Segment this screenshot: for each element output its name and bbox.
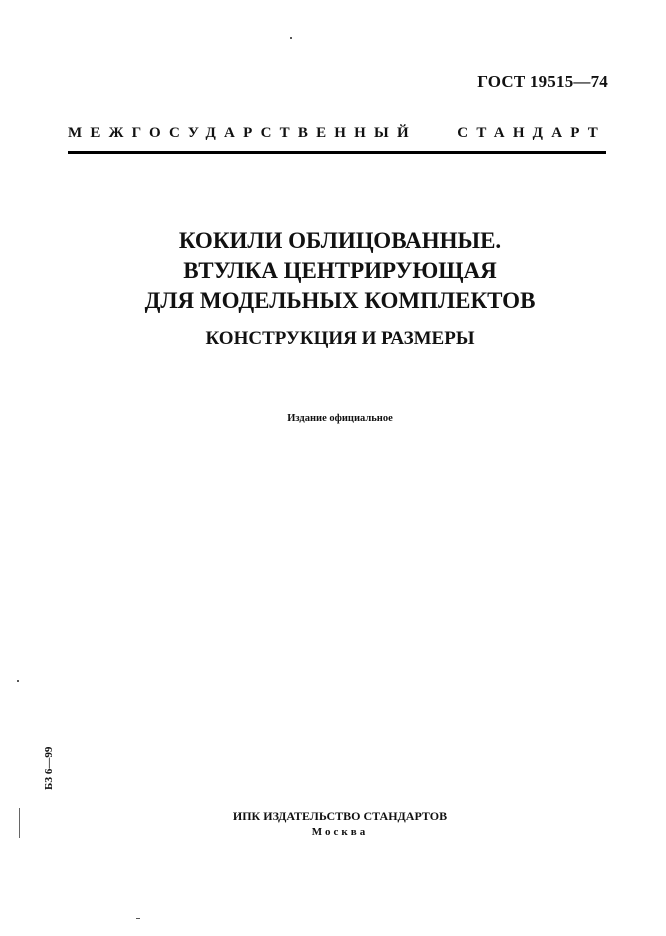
document-subtitle: КОНСТРУКЦИЯ И РАЗМЕРЫ xyxy=(205,328,475,349)
standard-number: ГОСТ 19515—74 xyxy=(477,72,608,91)
publisher-name: ИПК ИЗДАТЕЛЬСТВО СТАНДАРТОВ xyxy=(232,809,448,823)
title-line-1: КОКИЛИ ОБЛИЦОВАННЫЕ. xyxy=(178,228,502,253)
title-line-3: ДЛЯ МОДЕЛЬНЫХ КОМПЛЕКТОВ xyxy=(144,288,536,313)
header-rule xyxy=(68,151,606,154)
document-title xyxy=(60,226,620,316)
side-code: БЗ 6—99 xyxy=(43,746,55,790)
scan-speck xyxy=(136,918,140,919)
title-line-2: ВТУЛКА ЦЕНТРИРУЮЩАЯ xyxy=(183,258,497,283)
publisher-city: Москва xyxy=(311,826,369,838)
scan-speck xyxy=(19,808,20,838)
scan-speck xyxy=(17,680,19,682)
standard-type-header xyxy=(68,124,606,142)
header-word-standard: СТАНДАРТ xyxy=(457,124,606,141)
header-word-interstate: МЕЖГОСУДАРСТВЕННЫЙ xyxy=(68,124,417,141)
edition-note: Издание официальное xyxy=(287,413,393,424)
publisher-block xyxy=(60,808,620,840)
scan-speck xyxy=(290,37,292,39)
